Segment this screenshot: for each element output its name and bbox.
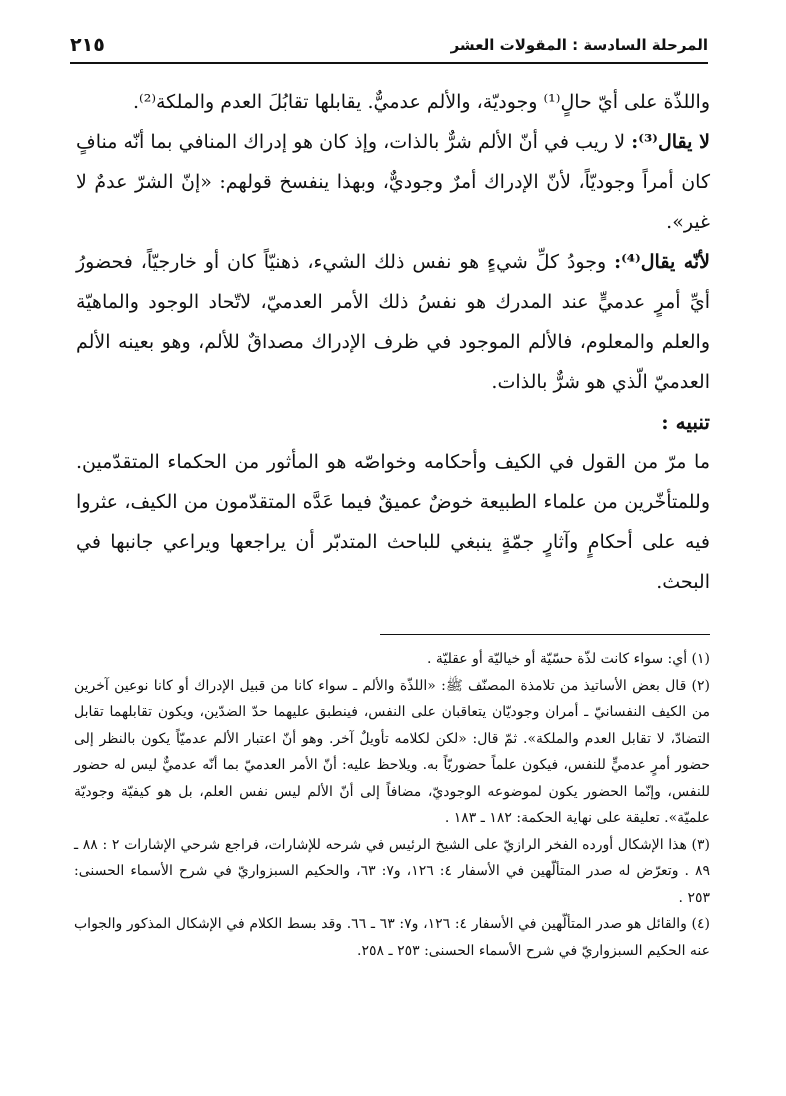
paragraph-reply — [76, 242, 710, 402]
running-title: المرحلة السادسة : المقولات العشر — [450, 36, 708, 54]
footnote-4: (٤) والقائل هو صدر المتألّهين في الأسفار ٤: ١٢٦، و٧: ٦٣ ـ ٦٦. وقد بسط الكلام في الإشكال المذكور والجواب عنه الحكيم السبزواريّ في شرح الأسماء الحسنى: ٢٥٣ ـ ٢٥٨. — [74, 916, 711, 959]
reply-text: وجودُ كلِّ شيءٍ هو نفس ذلك الشيء، ذهنيّاً كان أو خارجيّاً، فحضورُ أيِّ أمرٍ عدميٍّ عند المدرك هو نفسُ ذلك الأمر العدميّ، لاتّحاد الوجود والماهيّة والعلم والمعلوم، فالألم الموجود في ظرف الإدراك مصداقٌ للألم، وهو بعينه الألم العدميّ الّذي هو شرٌّ بالذات. — [76, 251, 710, 393]
section-heading: تنبيه : — [661, 410, 710, 434]
footnote-1: (١) أي: سواء كانت لذّة حسّيّة أو خياليّة أو عقليّة . — [426, 651, 710, 667]
footnote-2: (٢) قال بعض الأساتيذ من تلامذة المصنّف ﷺ: «اللذّة والألم ـ سواء كانا من قبيل الإدراك أو كانا نوعين آخرين من الكيف النفسانيّ ـ أمران وجوديّان يتعاقبان على النفس، فينطبق عليهما حدّ الضدّين، ويكون تقابلهما تقابل التضادّ، لا تقابل العدم والملكة». ثمّ قال: «لكن لكلامه تأويلٌ آخر. وهو أنّ اعتبار الألم عدميّاً يكون بالنظر إلى حضور أمرٍ عدميٍّ للنفس، فيكون علماً حضوريّاً به. ويلاحظ عليه: أنّ الأمر العدميّ بما أنّه عدميٌّ ليس له حضور للنفس، وإنّما الحضور يكون لموضوعه الوجوديّ، مضافاً إلى أنّ الألم ليس نفس العلم، بل هو كيفيّة وجوديّة علميّة». تعليقة على نهاية الحكمة: ١٨٢ ـ ١٨٣ . — [74, 677, 710, 826]
footnote-separator — [380, 634, 710, 635]
page-number: ٢١٥ — [70, 34, 105, 56]
reply-lead: لأنّه يقال⁽⁴⁾: — [614, 251, 711, 273]
main-text — [76, 82, 710, 602]
objection-lead: لا يقال⁽³⁾: — [631, 131, 710, 153]
paragraph-objection — [76, 122, 710, 242]
objection-text: لا ريب في أنّ الألم شرٌّ بالذات، وإذ كان هو إدراك المنافي بما أنّه منافٍ كان أمراً وجوديّاً، لأنّ الإدراك أمرٌ وجوديٌّ، وبهذا ينفسخ قولهم: «إنّ الشرّ عدمٌ لا غير». — [76, 131, 710, 233]
footnotes — [74, 646, 710, 964]
footnote-3: (٣) هذا الإشكال أورده الفخر الرازيّ على الشيخ الرئيس في شرحه للإشارات، فراجع شرحي الإشارات ٢ : ٨٨ ـ ٨٩ . وتعرّض له صدر المتألّهين في الأسفار ٤: ١٢٦، و٧: ٦٣، والحكيم السبزواريّ في شرح الأسماء الحسنى: ٢٥٣ . — [74, 836, 710, 906]
paragraph-pleasure-pain: واللذّة على أيّ حالٍ⁽¹⁾ وجوديّة، والألم عدميٌّ. يقابلها تقابُلَ العدم والملكة⁽²⁾. — [132, 91, 710, 113]
paragraph-notice: ما مرّ من القول في الكيف وأحكامه وخواصّه هو المأثور من الحكماء المتقدّمين. وللمتأخّرين من علماء الطبيعة خوضٌ عميقٌ فيما عَدَّه المتقدّمون من الكيف، عثروا فيه على أحكامٍ وآثارٍ جمّةٍ ينبغي للباحث المتدبّر أن يراجعها ويراعي جانبها في البحث. — [76, 451, 710, 593]
page-header — [70, 28, 708, 64]
